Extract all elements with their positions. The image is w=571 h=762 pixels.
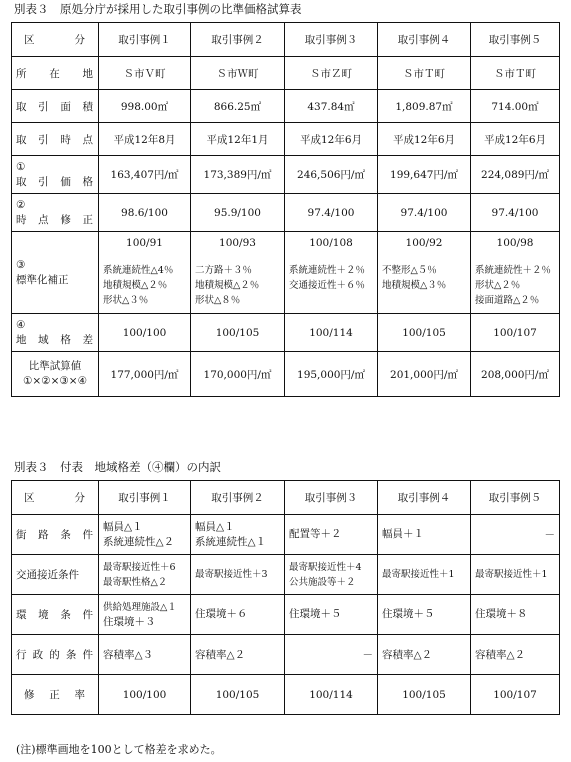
table-row <box>12 156 560 194</box>
date-4: 平成12年6月 <box>378 123 471 156</box>
price-4: 199,647円/㎡ <box>378 156 471 194</box>
header-case-1: 取引事例１ <box>99 481 191 515</box>
table-row <box>12 23 560 57</box>
result-label: 比準試算値 <box>28 360 82 372</box>
cell-line: 最寄駅性格△２ <box>103 576 168 588</box>
table-row <box>12 194 560 232</box>
cell-line: 最寄駅接近性＋6 <box>103 561 176 573</box>
std-ratio-1: 100/91 <box>126 237 163 249</box>
std-detail: 形状△２％ <box>475 280 521 291</box>
table1-title: 別表３ 原処分庁が採用した取引事例の比準価格試算表 <box>14 2 302 16</box>
table-row <box>12 481 560 515</box>
table-row <box>12 352 560 397</box>
cell-line: 配置等＋２ <box>289 528 342 540</box>
correction-3: 100/114 <box>285 675 378 715</box>
administrative-2: 容積率△２ <box>191 635 285 675</box>
table-row <box>12 595 560 635</box>
std-detail: 二方路＋３％ <box>195 265 253 276</box>
time-4: 97.4/100 <box>378 194 471 232</box>
area-1: 998.00㎡ <box>99 90 191 123</box>
regional-label-cell <box>12 314 99 352</box>
street-3 <box>285 515 378 555</box>
location-1: Ｓ市Ｖ町 <box>99 57 191 90</box>
comparison-table <box>11 22 560 397</box>
cell-line: 最寄駅接近性＋1 <box>475 569 548 580</box>
cell-line: 住環境＋５ <box>289 608 342 620</box>
price-num: ① <box>16 160 26 173</box>
time-1: 98.6/100 <box>99 194 191 232</box>
correction-1: 100/100 <box>99 675 191 715</box>
std-detail: 不整形△５％ <box>382 265 437 276</box>
administrative-1: 容積率△３ <box>99 635 191 675</box>
result-2: 170,000円/㎡ <box>191 352 285 397</box>
regional-5: 100/107 <box>471 314 560 352</box>
cell-line: 系統連続性△１ <box>195 535 267 548</box>
footnote: (注)標準画地を100として格差を求めた。 <box>16 743 222 756</box>
administrative-4: 容積率△２ <box>378 635 471 675</box>
cell-line: 最寄駅接近性＋3 <box>195 569 268 580</box>
std-cell-1 <box>99 232 191 314</box>
std-detail: 形状△３％ <box>103 295 149 306</box>
time-2: 95.9/100 <box>191 194 285 232</box>
street-4 <box>378 515 471 555</box>
table-row <box>12 57 560 90</box>
result-1: 177,000円/㎡ <box>99 352 191 397</box>
time-3: 97.4/100 <box>285 194 378 232</box>
correction-4: 100/105 <box>378 675 471 715</box>
transport-label: 交通接近条件 <box>12 555 99 595</box>
administrative-3: － <box>285 635 378 675</box>
std-detail: 系統連続性＋２％ <box>475 265 552 276</box>
location-5: Ｓ市Ｔ町 <box>471 57 560 90</box>
std-detail: 地積規模△２％ <box>103 280 168 291</box>
table-row <box>12 555 560 595</box>
correction-2: 100/105 <box>191 675 285 715</box>
cell-line: 幅員＋１ <box>382 528 424 540</box>
area-2: 866.25㎡ <box>191 90 285 123</box>
table-row <box>12 675 560 715</box>
date-3: 平成12年6月 <box>285 123 378 156</box>
cell-line: 最寄駅接近性＋1 <box>382 569 455 580</box>
area-4: 1,809.87㎡ <box>378 90 471 123</box>
regional-num: ④ <box>16 318 26 331</box>
correction-5: 100/107 <box>471 675 560 715</box>
area-5: 714.00㎡ <box>471 90 560 123</box>
regional-1: 100/100 <box>99 314 191 352</box>
date-label: 取引時点 <box>12 123 99 156</box>
std-label-cell <box>12 232 99 314</box>
transport-1 <box>99 555 191 595</box>
regional-3: 100/114 <box>285 314 378 352</box>
transport-5 <box>471 555 560 595</box>
result-5: 208,000円/㎡ <box>471 352 560 397</box>
area-3: 437.84㎡ <box>285 90 378 123</box>
header-case-5: 取引事例５ <box>471 481 560 515</box>
std-detail: 形状△８％ <box>195 295 241 306</box>
time-label-cell <box>12 194 99 232</box>
regional-breakdown-table <box>11 480 560 715</box>
table2-title: 別表３ 付表 地域格差（④欄）の内訳 <box>14 460 221 474</box>
transport-2 <box>191 555 285 595</box>
environment-label: 環境条件 <box>12 595 99 635</box>
result-3: 195,000円/㎡ <box>285 352 378 397</box>
cell-line: 公共施設等＋２ <box>289 576 356 588</box>
cell-line: 幅員△１ <box>103 520 143 533</box>
environment-5 <box>471 595 560 635</box>
location-2: Ｓ市Ｗ町 <box>191 57 285 90</box>
std-ratio-2: 100/93 <box>219 237 256 249</box>
std-detail: 地積規模△２％ <box>195 280 260 291</box>
transport-4 <box>378 555 471 595</box>
header-label: 区 分 <box>12 23 99 57</box>
street-label: 街路条件 <box>12 515 99 555</box>
time-label: 時点修正 <box>16 213 94 226</box>
cell-line: 住環境＋５ <box>382 608 435 620</box>
result-label-cell <box>12 352 99 397</box>
cell-line: 供給処理施設△１ <box>103 601 177 613</box>
table-row <box>12 90 560 123</box>
std-ratio-5: 100/98 <box>496 237 534 249</box>
street-1 <box>99 515 191 555</box>
date-5: 平成12年6月 <box>471 123 560 156</box>
time-5: 97.4/100 <box>471 194 560 232</box>
street-5: － <box>471 515 560 555</box>
std-cell-5 <box>471 232 560 314</box>
cell-line: 幅員△１ <box>195 520 235 533</box>
result-formula: ①×②×③×④ <box>22 375 88 387</box>
administrative-label: 行政的条件 <box>12 635 99 675</box>
std-detail: 系統連続性＋２％ <box>289 265 366 276</box>
header-case-1: 取引事例１ <box>99 23 191 57</box>
table-row <box>12 515 560 555</box>
header-case-4: 取引事例４ <box>378 481 471 515</box>
std-num: ③ <box>16 258 26 271</box>
header-case-2: 取引事例２ <box>191 481 285 515</box>
cell-line: 住環境＋８ <box>475 608 528 620</box>
cell-line: 最寄駅接近性＋4 <box>289 561 362 573</box>
std-detail: 系統連続性△4％ <box>103 265 174 276</box>
std-label: 標準化補正 <box>16 273 69 286</box>
table-row <box>12 232 560 314</box>
street-2 <box>191 515 285 555</box>
environment-2 <box>191 595 285 635</box>
regional-label: 地域格差 <box>16 333 94 346</box>
header-case-3: 取引事例３ <box>285 23 378 57</box>
date-1: 平成12年8月 <box>99 123 191 156</box>
transport-3 <box>285 555 378 595</box>
std-detail: 地積規模△３％ <box>382 280 447 291</box>
price-3: 246,506円/㎡ <box>285 156 378 194</box>
std-detail: 接面道路△２％ <box>475 295 540 306</box>
header-case-2: 取引事例２ <box>191 23 285 57</box>
std-cell-2 <box>191 232 285 314</box>
table-row <box>12 635 560 675</box>
date-2: 平成12年1月 <box>191 123 285 156</box>
price-5: 224,089円/㎡ <box>471 156 560 194</box>
price-2: 173,389円/㎡ <box>191 156 285 194</box>
header-case-4: 取引事例４ <box>378 23 471 57</box>
table-row <box>12 314 560 352</box>
environment-4 <box>378 595 471 635</box>
area-label: 取引面積 <box>12 90 99 123</box>
time-num: ② <box>16 198 26 211</box>
std-ratio-3: 100/108 <box>309 237 353 249</box>
std-detail: 交通接近性＋６％ <box>289 280 366 291</box>
regional-2: 100/105 <box>191 314 285 352</box>
cell-line: 系統連続性△２ <box>103 535 175 548</box>
correction-label: 修正率 <box>12 675 99 715</box>
header-case-5: 取引事例５ <box>471 23 560 57</box>
location-3: Ｓ市Ｚ町 <box>285 57 378 90</box>
environment-3 <box>285 595 378 635</box>
table-row <box>12 123 560 156</box>
price-1: 163,407円/㎡ <box>99 156 191 194</box>
std-cell-4 <box>378 232 471 314</box>
std-cell-3 <box>285 232 378 314</box>
administrative-5: 容積率△２ <box>471 635 560 675</box>
location-4: Ｓ市Ｔ町 <box>378 57 471 90</box>
location-label: 所 在 地 <box>12 57 99 90</box>
std-ratio-4: 100/92 <box>405 237 443 249</box>
price-label-cell <box>12 156 99 194</box>
environment-1 <box>99 595 191 635</box>
regional-4: 100/105 <box>378 314 471 352</box>
cell-line: 住環境＋６ <box>195 608 248 620</box>
result-4: 201,000円/㎡ <box>378 352 471 397</box>
price-label: 取引価格 <box>16 175 94 188</box>
header-case-3: 取引事例３ <box>285 481 378 515</box>
header-label: 区 分 <box>12 481 99 515</box>
cell-line: 住環境＋３ <box>103 615 156 628</box>
